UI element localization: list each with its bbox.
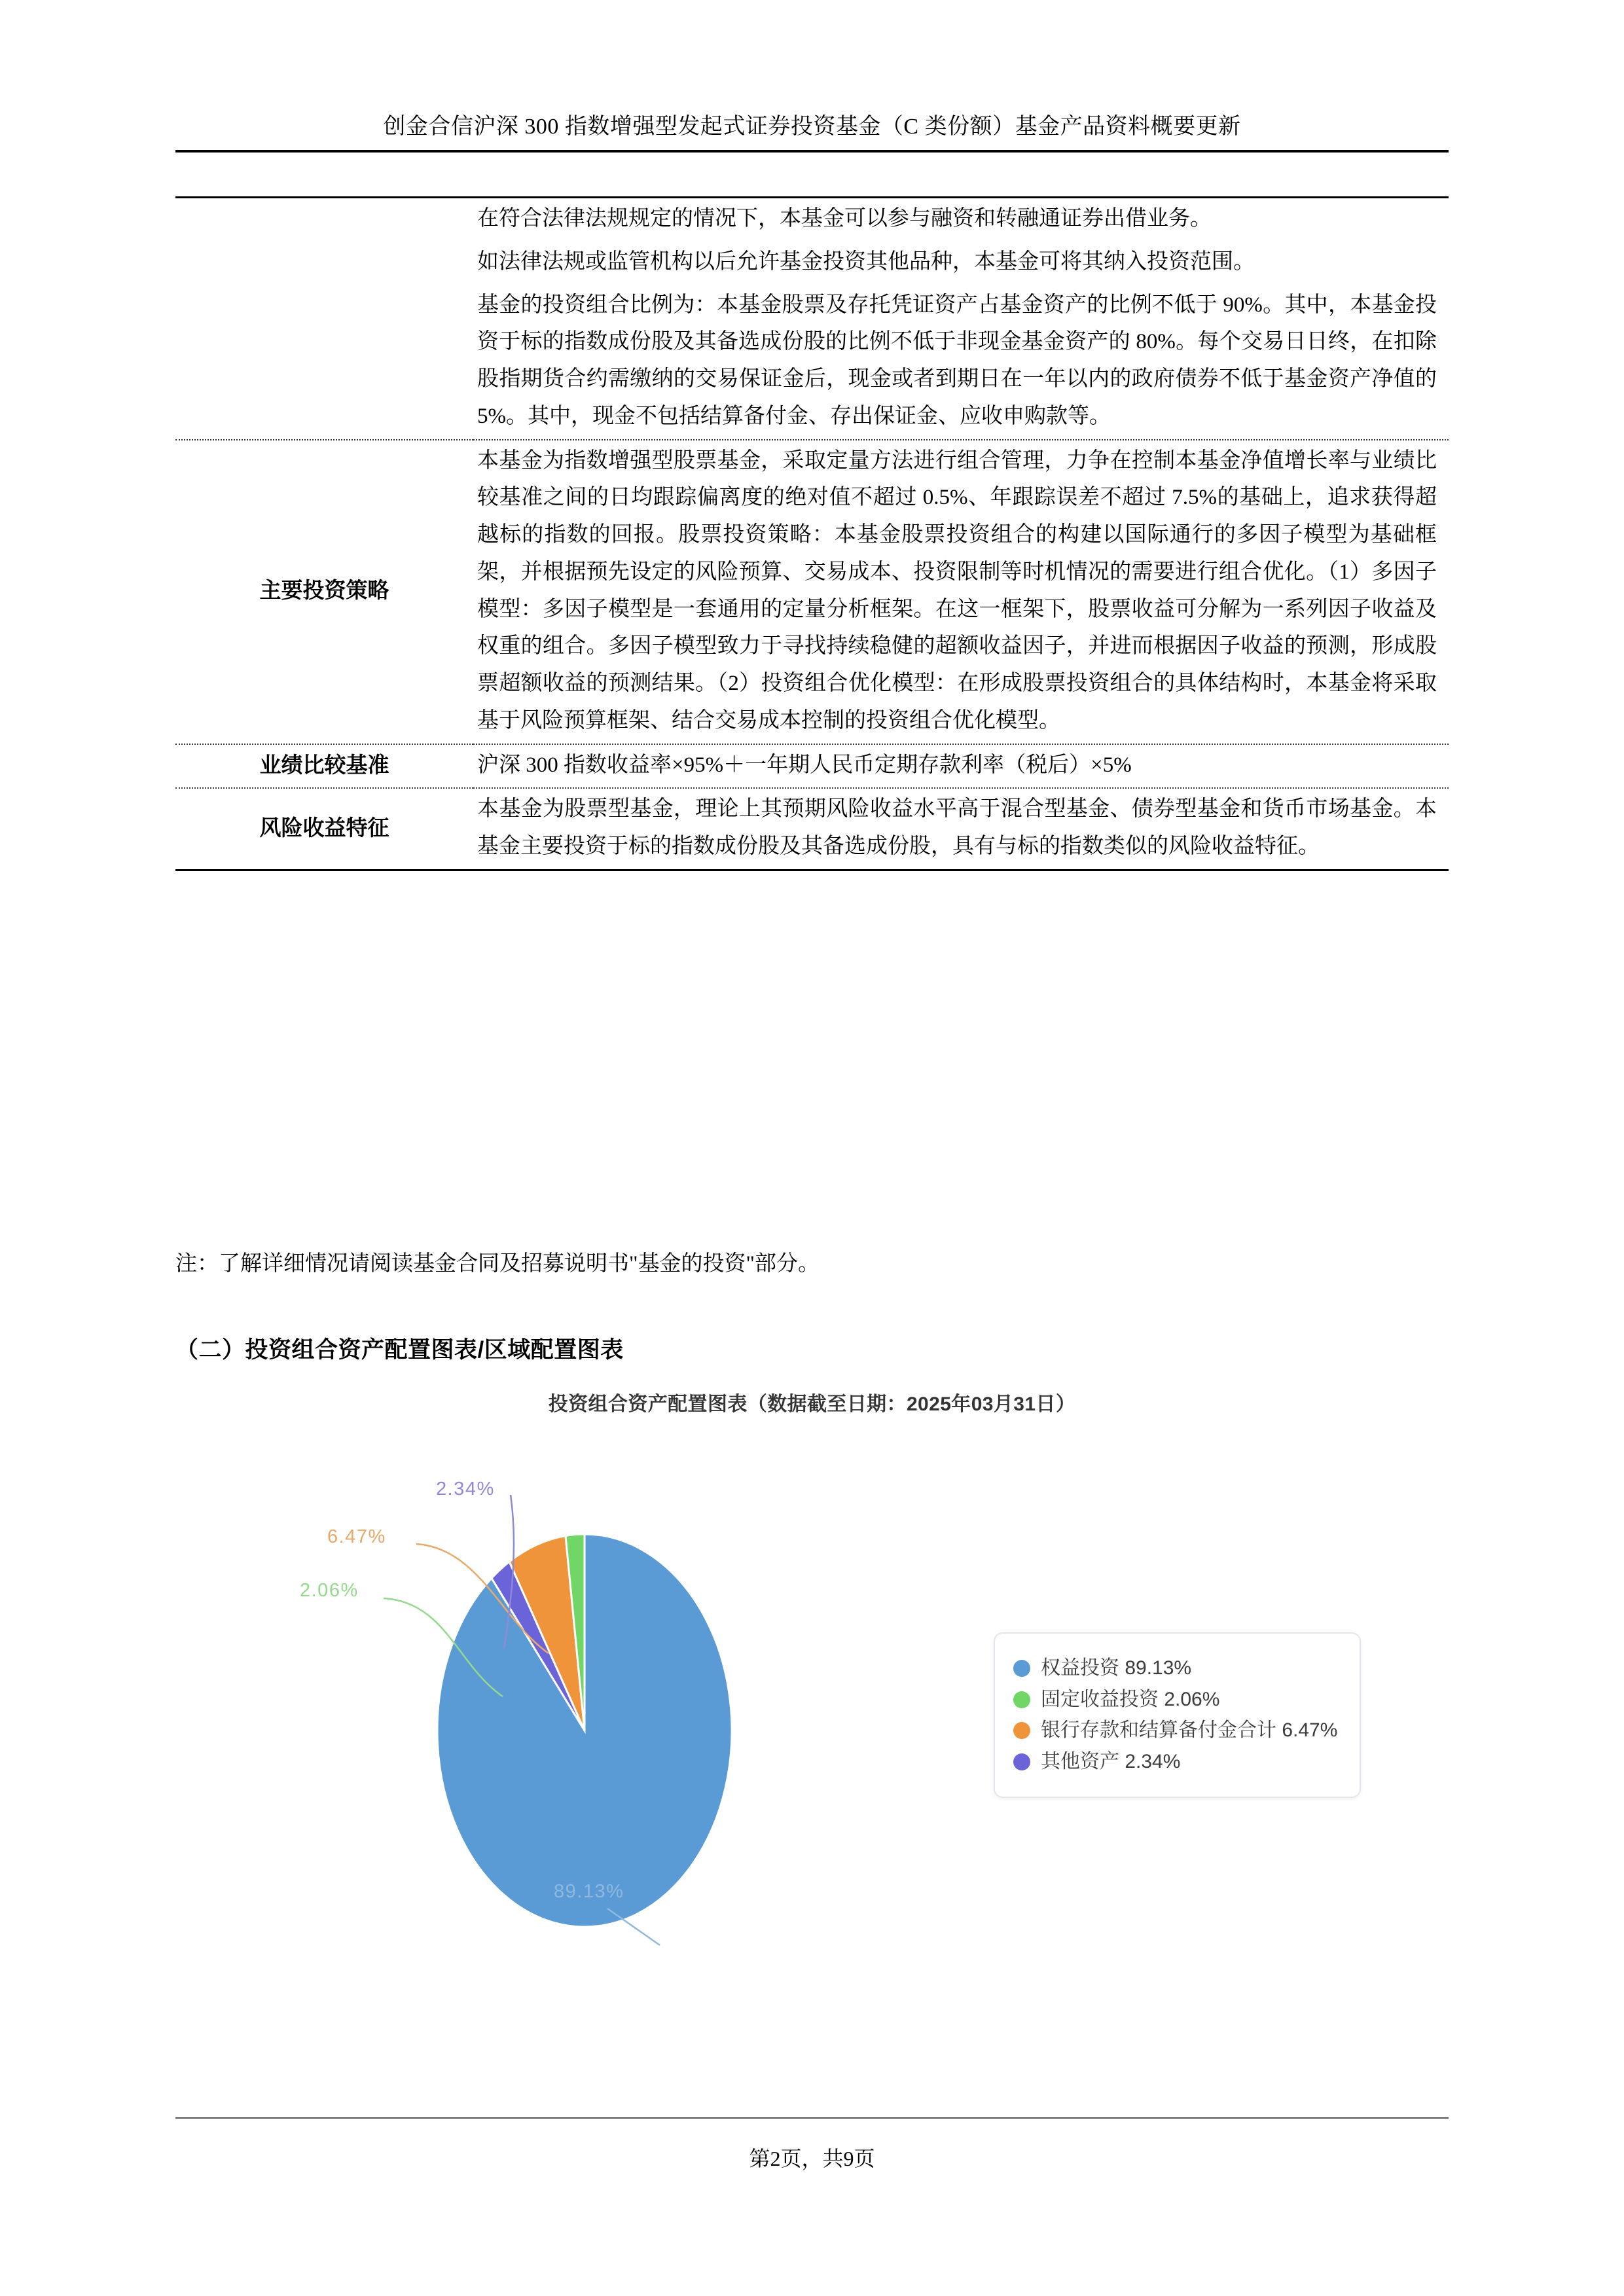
- table-row-body-cell: [473, 198, 1449, 440]
- table-row-label-cell: [175, 788, 473, 870]
- table-row-label-cell: [175, 440, 473, 744]
- chart-canvas: [175, 1423, 1449, 2025]
- row-paragraph: 本基金为股票型基金，理论上其预期风险收益水平高于混合型基金、债券型基金和货币市场基金。本基金主要投资于标的指数成份股及其备选成份股，具有与标的指数类似的风险收益特征。: [477, 797, 1437, 858]
- pie-slice-group: [437, 1534, 732, 1927]
- header-title: 创金合信沪深 300 指数增强型发起式证券投资基金（C 类份额）基金产品资料概要更新: [383, 115, 1241, 139]
- legend-item[interactable]: [1013, 1687, 1337, 1713]
- legend-item-label: 权益投资 89.13%: [1041, 1657, 1192, 1679]
- row-label: 业绩比较基准: [259, 753, 389, 778]
- row-paragraph: 如法律法规或监管机构以后允许基金投资其他品种，本基金可将其纳入投资范围。: [477, 249, 1255, 274]
- chart-title: 投资组合资产配置图表（数据截至日期：2025年03月31日）: [548, 1393, 1076, 1415]
- legend-color-swatch-fixed-income: [1013, 1691, 1030, 1708]
- table-row: [175, 198, 1449, 440]
- legend-item-label: 其他资产 2.34%: [1041, 1750, 1181, 1772]
- section-heading: （二）投资组合资产配置图表/区域配置图表: [175, 1337, 624, 1363]
- legend-item-label: 固定收益投资 2.06%: [1041, 1688, 1220, 1710]
- table-row-body-cell: [473, 744, 1449, 789]
- legend-color-swatch-bank-deposit: [1013, 1722, 1030, 1739]
- asset-allocation-chart: [175, 1388, 1449, 2042]
- legend-color-swatch-other-assets: [1013, 1753, 1030, 1770]
- document-footer: [175, 2117, 1449, 2172]
- legend-item-label: 银行存款和结算备付金合计 6.47%: [1041, 1719, 1338, 1741]
- table-note: 注：了解详细情况请阅读基金合同及招募说明书"基金的投资"部分。: [175, 1252, 820, 1276]
- footer-divider: [175, 2117, 1449, 2119]
- table-row-label-cell: [175, 744, 473, 789]
- document-header: [175, 110, 1449, 152]
- row-paragraph: 基金的投资组合比例为：本基金股票及存托凭证资产占基金资产的比例不低于 90%。其中，本基金投资于标的指数成份股及其备选成份股的比例不低于非现金基金资产的 80%。每个交易日日终，在扣除股指期货合约需缴纳的交易保证金后，现金或者到期日在一年以内的政府债券不低于基金资产净值的 5%。其中，现金不包括结算备付金、存出保证金、应收申购款等。: [477, 293, 1437, 428]
- table-row-body-cell: [473, 788, 1449, 870]
- row-paragraph: 本基金为指数增强型股票基金，采取定量方法进行组合管理，力争在控制本基金净值增长率与业绩比较基准之间的日均跟踪偏离度的绝对值不超过 0.5%、年跟踪误差不超过 7.5%的基础上，追求获得超越标的指数的回报。股票投资策略：本基金股票投资组合的构建以国际通行的多因子模型为基础框架，并根据预先设定的风险预算、交易成本、投资限制等时机情况的需要进行组合优化。（1）多因子模型：多因子模型是一套通用的定量分析框架。在这一框架下，股票收益可分解为一系列因子收益及权重的组合。多因子模型致力于寻找持续稳健的超额收益因子，并进而根据因子收益的预测，形成股票超额收益的预测结果。（2）投资组合优化模型：在形成股票投资组合的具体结构时，本基金将采取基于风险预算框架、结合交易成本控制的投资组合优化模型。: [477, 448, 1437, 732]
- chart-legend: [994, 1632, 1361, 1798]
- row-paragraph: 在符合法律法规规定的情况下，本基金可以参与融资和转融通证券出借业务。: [477, 207, 1212, 230]
- legend-color-swatch-equity: [1013, 1660, 1030, 1677]
- header-divider: [175, 150, 1449, 152]
- table-row: [175, 440, 1449, 744]
- table-row: [175, 744, 1449, 789]
- fund-info-table: [175, 196, 1449, 871]
- row-label: 主要投资策略: [259, 579, 389, 603]
- legend-item[interactable]: [1013, 1717, 1337, 1744]
- legend-item[interactable]: [1013, 1749, 1337, 1776]
- row-paragraph: 沪深 300 指数收益率×95%＋一年期人民币定期存款利率（税后）×5%: [477, 753, 1132, 777]
- row-label: 风险收益特征: [259, 816, 389, 840]
- page-number: 第2页，共9页: [749, 2147, 875, 2170]
- table-row-label-cell: [175, 198, 473, 440]
- pie-value-label-equity: 89.13%: [554, 1881, 624, 1902]
- pie-value-label-other-assets: 2.34%: [436, 1479, 495, 1499]
- pie-value-label-bank-deposit: 6.47%: [327, 1526, 386, 1547]
- table-row-body-cell: [473, 440, 1449, 744]
- legend-item[interactable]: [1013, 1655, 1337, 1682]
- table-row: [175, 788, 1449, 870]
- pie-value-label-fixed-income: 2.06%: [300, 1580, 359, 1601]
